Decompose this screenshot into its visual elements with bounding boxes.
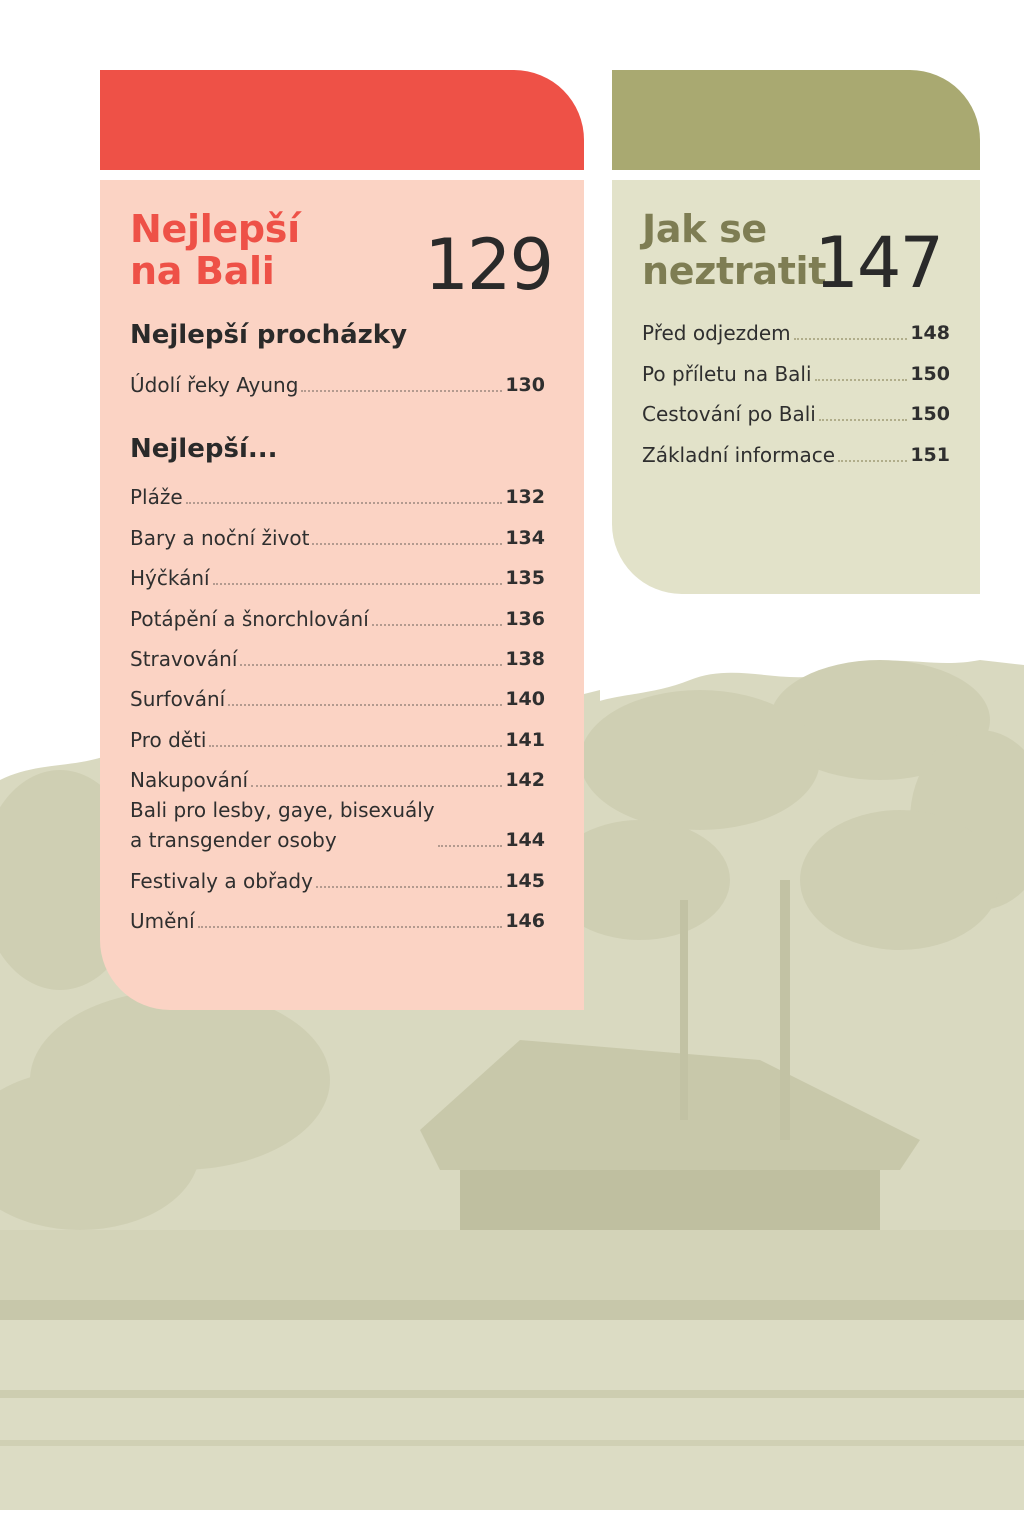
toc-entry[interactable] xyxy=(130,714,545,754)
section-panel-best-of-bali xyxy=(100,180,584,1010)
toc-entry-page: 150 xyxy=(910,362,950,385)
toc-entry-label: Po příletu na Bali xyxy=(642,361,812,386)
leader-dots xyxy=(372,624,503,626)
toc-entry-page: 146 xyxy=(505,909,545,932)
toc-entry[interactable] xyxy=(130,512,545,552)
toc-entry[interactable] xyxy=(130,896,545,936)
toc-entry-label: Údolí řeky Ayung xyxy=(130,373,299,398)
toc-entry-label: Festivaly a obřady xyxy=(130,868,313,893)
toc-entry-label: Cestování po Bali xyxy=(642,402,816,427)
toc-entry-page: 150 xyxy=(910,403,950,426)
leader-dots xyxy=(819,419,908,421)
toc-entry[interactable] xyxy=(130,634,545,674)
toc-walks-list xyxy=(130,360,545,400)
toc-entry-page: 132 xyxy=(505,486,545,509)
toc-entry-page: 136 xyxy=(505,607,545,630)
toc-entry-label: Potápění a šnorchlování xyxy=(130,606,369,631)
toc-entry-page: 130 xyxy=(505,374,545,397)
toc-entry-page: 151 xyxy=(910,443,950,466)
toc-entry-label: Bary a noční život xyxy=(130,525,310,550)
toc-entry-label: Surfování xyxy=(130,687,226,712)
toc-entry-label: Před odjezdem xyxy=(642,321,791,346)
section-page-number: 129 xyxy=(424,224,552,306)
leader-dots xyxy=(815,379,908,381)
toc-entry[interactable] xyxy=(642,308,950,348)
section-tab-red xyxy=(100,70,584,170)
leader-dots xyxy=(251,785,502,787)
toc-entry-page: 141 xyxy=(505,728,545,751)
toc-entry-label: Stravování xyxy=(130,646,238,671)
toc-entry[interactable] xyxy=(642,348,950,388)
toc-entry-label: Základní informace xyxy=(642,442,836,467)
section-page-number: 147 xyxy=(814,222,942,304)
leader-dots xyxy=(316,886,502,888)
leader-dots xyxy=(794,338,908,340)
toc-entry[interactable] xyxy=(130,472,545,512)
toc-entry-page: 135 xyxy=(505,567,545,590)
toc-entry-label: Pro děti xyxy=(130,727,207,752)
toc-getting-around-list xyxy=(642,308,950,470)
toc-entry[interactable] xyxy=(130,855,545,895)
toc-entry[interactable] xyxy=(642,389,950,429)
toc-entry-page: 145 xyxy=(505,869,545,892)
section-panel-getting-around xyxy=(612,180,980,594)
toc-entry[interactable] xyxy=(130,360,545,400)
toc-entry-page: 144 xyxy=(505,829,545,852)
leader-dots xyxy=(209,745,502,747)
toc-entry[interactable] xyxy=(130,593,545,633)
section-title: Jak se neztratit xyxy=(642,207,827,293)
subheading-walks: Nejlepší procházky xyxy=(130,320,408,350)
toc-entry-page: 134 xyxy=(505,526,545,549)
leader-dots xyxy=(186,502,503,504)
toc-entry-label: Pláže xyxy=(130,485,183,510)
toc-entry-page: 142 xyxy=(505,769,545,792)
leader-dots xyxy=(438,845,503,847)
leader-dots xyxy=(213,583,503,585)
toc-entry-page: 148 xyxy=(910,322,950,345)
toc-entry-page: 140 xyxy=(505,688,545,711)
toc-entry[interactable] xyxy=(130,553,545,593)
toc-entry[interactable] xyxy=(130,674,545,714)
toc-entry[interactable] xyxy=(130,795,545,855)
toc-entry-page: 138 xyxy=(505,647,545,670)
toc-entry[interactable] xyxy=(130,755,545,795)
toc-best-list xyxy=(130,472,545,936)
leader-dots xyxy=(301,390,502,392)
leader-dots xyxy=(198,926,503,928)
leader-dots xyxy=(240,664,502,666)
toc-entry-label: Bali pro lesby, gaye, bisexuály a transgender osoby xyxy=(130,798,435,853)
toc-entry-label: Nakupování xyxy=(130,768,249,793)
toc-entry-label: Umění xyxy=(130,908,195,933)
leader-dots xyxy=(838,460,907,462)
section-tab-olive xyxy=(612,70,980,170)
leader-dots xyxy=(228,704,502,706)
section-title: Nejlepší na Bali xyxy=(130,207,300,293)
subheading-best: Nejlepší... xyxy=(130,434,278,464)
toc-entry[interactable] xyxy=(642,429,950,469)
leader-dots xyxy=(312,543,502,545)
toc-entry-label: Hýčkání xyxy=(130,566,210,591)
